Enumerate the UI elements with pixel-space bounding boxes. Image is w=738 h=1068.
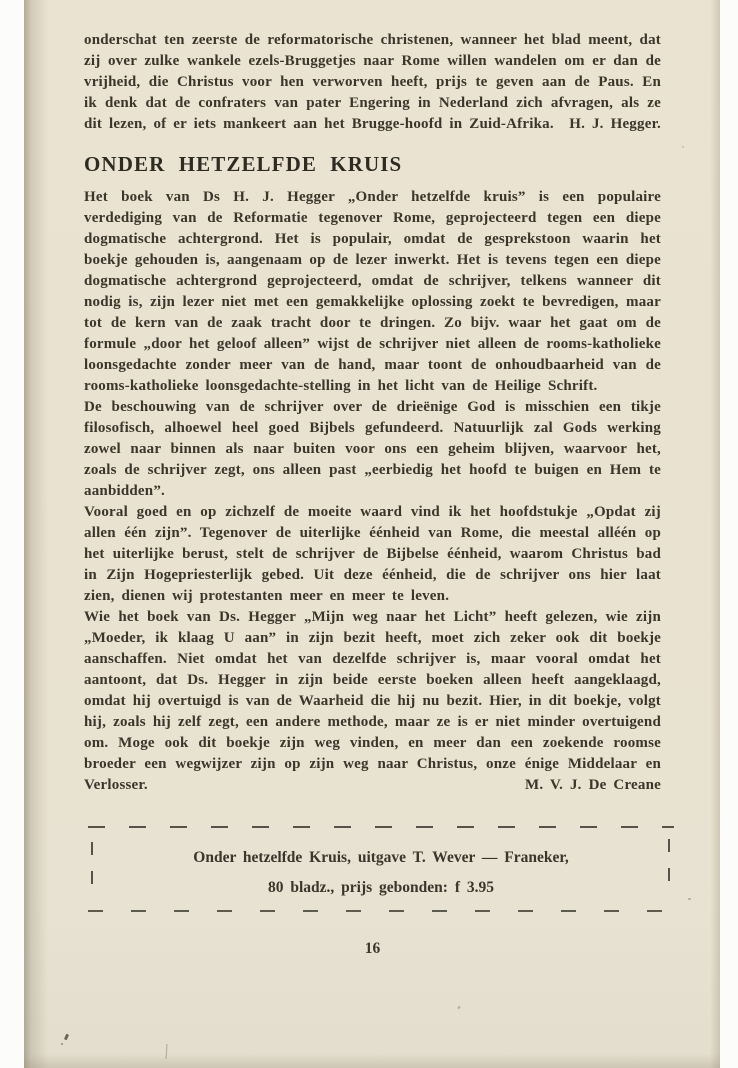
section-heading: ONDER HETZELFDE KRUIS: [84, 152, 403, 176]
advert-box-right-dashes: [668, 839, 670, 887]
advert-box-left-dashes: [91, 842, 93, 890]
review-paragraph-1: Het boek van Ds H. J. Hegger „Onder hetzelfde kruis” is een populaire verdediging van de Reformatie tegenover Rome, geprojecteerd tegen een diepe dogmatische achtergrond. Het is populair, omdat de gesprekstoon waarin het boekje gehouden is, aangenaam op de lezer inwerkt. Het is tevens tegen een diepe dogmatische achtergrond geprojecteerd, omdat de schrijver, telkens wanneer dit nodig is, zijn lezer niet met een gemakkelijke oplossing zoekt te bevredigen, maar tot de kern van de zaak tracht door te dringen. Zo bijv. waar het gaat om de formule „door het geloof alleen” wijst de schrijver niet alleen de rooms-katholieke loonsgedachte zonder meer van de hand, maar toont de onhoudbaarheid van de rooms-katholieke loonsgedachte-stelling in het licht van de Heilige Schrift.: [84, 189, 661, 394]
paper-sheet: [24, 0, 720, 1068]
page-bottom-edge-shadow: [24, 1054, 720, 1068]
review-signature: M. V. J. De Creane: [524, 777, 661, 793]
scan-speck: [64, 1034, 69, 1041]
advert-box-top-dashes: [88, 826, 674, 828]
scan-speck: [688, 898, 691, 900]
review-paragraph-4: [84, 607, 661, 796]
scan-speck: [682, 146, 684, 148]
review-paragraph-3: Vooral goed en op zichzelf de moeite waard vind ik het hoofdstukje „Opdat zij allen één zijn”. Tegenover de uiterlijke éénheid van Rome, die meestal alléén op het uiterlijke berust, stelt de schrijver de Bijbelse éénheid, waarom Christus bad in Zijn Hogepriesterlijk gebed. Uit deze éénheid, die de schrijver ons hier laat zien, dienen wij protestanten meer en meer te leven.: [84, 504, 661, 604]
scan-speck: [457, 1006, 460, 1010]
advert-line-2: 80 bladz., prijs gebonden: f 3.95: [268, 879, 494, 896]
scan-speck: [61, 1043, 63, 1045]
text-block: [24, 0, 720, 959]
advert-line-1: Onder hetzelfde Kruis, uitgave T. Wever — Franeker,: [193, 849, 569, 866]
advert-box: [88, 826, 674, 912]
advert-box-bottom-dashes: [88, 910, 674, 912]
intro-paragraph: [84, 30, 661, 135]
intro-paragraph-text: onderschat ten zeerste de reformatorische christenen, wanneer het blad meent, dat zij over zulke wankele ezels-Bruggetjes naar Rome willen wandelen om er dan de vrijheid, die Christus voor hen verworven heeft, prijs te geven aan de Paus. En ik denk dat de confraters van pater Engering in Nederland zich afvragen, als ze dit lezen, of er iets mankeert aan het Brugge-hoofd in Zuid-Afrika.: [84, 32, 661, 132]
page-number: 16: [364, 940, 381, 957]
review-paragraph-2: De beschouwing van de schrijver over de drieënige God is misschien een tikje filosofisch, alhoewel heel goed Bijbels gefundeerd. Natuurlijk zal Gods werking zowel naar binnen als naar buiten voor ons een geheim blijven, waarvoor het, zoals de schrijver zegt, ons alleen past „eerbiedig het hoofd te buigen en Hem te aanbidden”.: [84, 399, 661, 499]
intro-signature: H. J. Hegger.: [569, 116, 661, 132]
review-paragraph-4-text: Wie het boek van Ds. Hegger „Mijn weg naar het Licht” heeft gelezen, wie zijn „Moeder, ik klaag U aan” in zijn bezit heeft, moet zich zeker ook dit boekje aanschaffen. Niet omdat het van dezelfde schrijver is, maar vooral omdat het aantoont, dat Ds. Hegger in zijn beide eerste boeken alleen heeft aangeklaagd, omdat hij overtuigd is van de Waarheid die hij nu bezit. Hier, in dit boekje, volgt hij, zoals hij zelf zegt, een andere methode, maar ze is er niet minder overtuigend om. Moge ook dit boekje zijn weg vinden, en meer dan een zoekende roomse broeder een wegwijzer zijn op zijn weg naar Christus, onze énige Middelaar en Verlosser.: [84, 609, 661, 793]
